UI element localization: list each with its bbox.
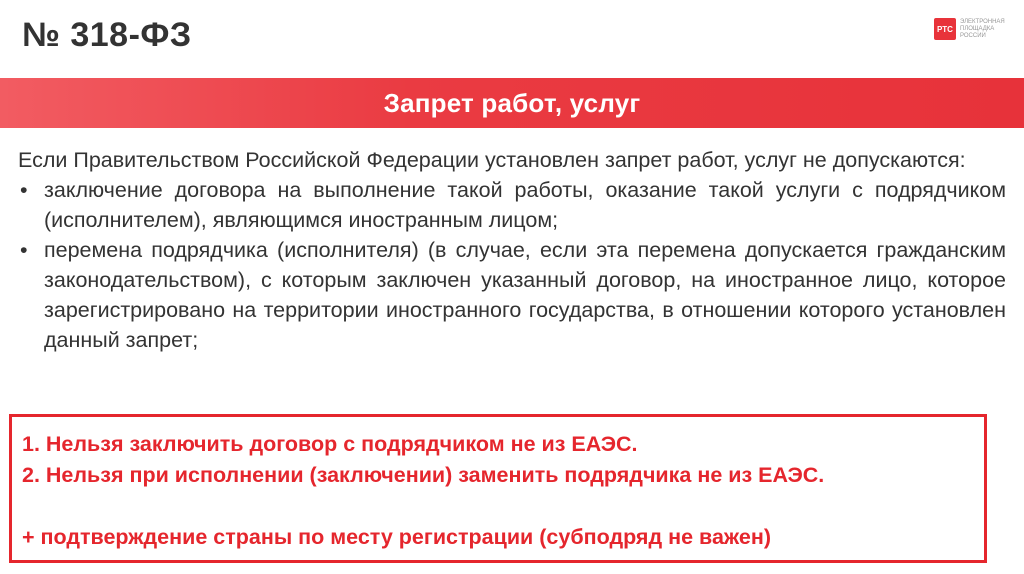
bullet-text: перемена подрядчика (исполнителя) (в случае, если эта перемена допускается гражданским законодательством), с которым заключен указанный договор, на иностранное лицо, которое зарегистрировано на территории иностранного государства, в отношении которого установлен данный запрет;	[44, 238, 1006, 352]
section-banner	[0, 78, 1024, 128]
bullet-marker: •	[20, 178, 28, 202]
intro-paragraph: Если Правительством Российской Федерации установлен запрет работ, услуг не допускаются:	[18, 148, 966, 172]
rts-logo	[934, 18, 1012, 40]
section-title: Запрет работ, услуг	[383, 87, 641, 118]
bullet-text: заключение договора на выполнение такой работы, оказание такой услуги с подрядчиком (исполнителем), являющимся иностранным лицом;	[44, 178, 1006, 232]
rts-logo-text: ЭЛЕКТРОННАЯ ПЛОЩАДКА РОССИИ	[960, 18, 1005, 39]
bullet-marker: •	[20, 238, 28, 262]
callout-box	[9, 414, 987, 563]
main-content	[18, 145, 1006, 355]
callout-line-1: 1. Нельзя заключить договор с подрядчиком не из ЕАЭС.	[22, 432, 638, 456]
callout-spacer	[22, 491, 974, 522]
rts-logo-mark: РТС	[934, 18, 956, 40]
bullet-item	[18, 175, 1006, 235]
slide-title: № 318-ФЗ	[22, 16, 192, 54]
callout-note: + подтверждение страны по месту регистрации (субподряд не важен)	[22, 525, 771, 549]
bullet-item	[18, 235, 1006, 355]
callout-line-2: 2. Нельзя при исполнении (заключении) заменить подрядчика не из ЕАЭС.	[22, 463, 825, 487]
bullet-list	[18, 175, 1006, 355]
